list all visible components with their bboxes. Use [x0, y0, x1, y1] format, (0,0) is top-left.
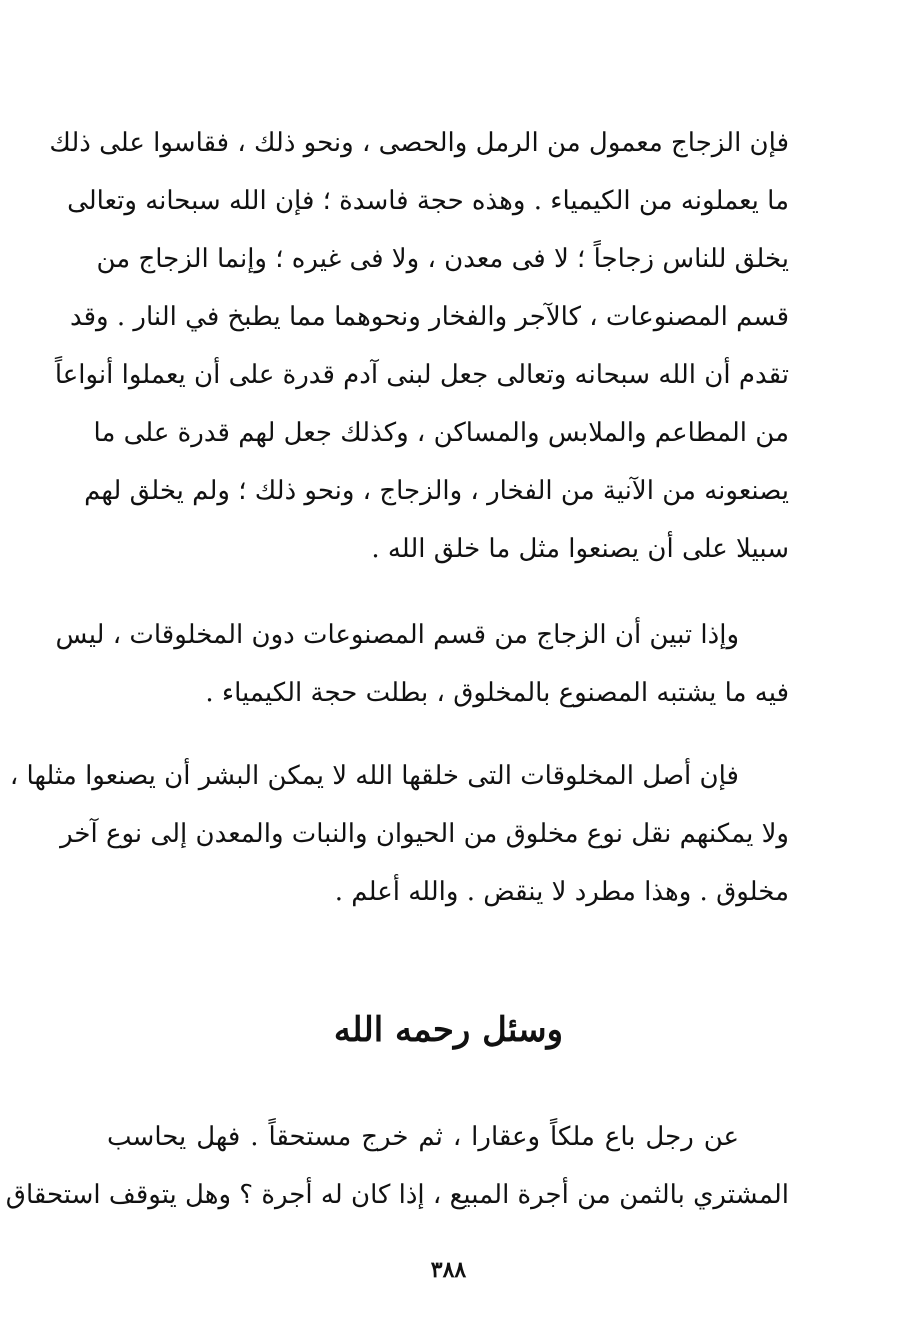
- section-heading: وسئل رحمه الله: [333, 1010, 564, 1050]
- text-line: وإذا تبين أن الزجاج من قسم المصنوعات دون المخلوقات ، ليس: [55, 620, 739, 650]
- text-line: يخلق للناس زجاجاً ؛ لا فى معدن ، ولا فى غيره ؛ وإنما الزجاج من: [96, 244, 789, 274]
- text-line: قسم المصنوعات ، كالآجر والفخار ونحوهما مما يطبخ في النار . وقد: [69, 302, 789, 332]
- text-line: فإن أصل المخلوقات التى خلقها الله لا يمكن البشر أن يصنعوا مثلها ،: [9, 761, 739, 791]
- paragraph-1: [49, 114, 789, 578]
- text-line: فيه ما يشتبه المصنوع بالمخلوق ، بطلت حجة الكيمياء .: [205, 678, 789, 708]
- text-line: ولا يمكنهم نقل نوع مخلوق من الحيوان والنبات والمعدن إلى نوع آخر: [60, 819, 789, 849]
- text-line: يصنعونه من الآنية من الفخار ، والزجاج ، ونحو ذلك ؛ ولم يخلق لهم: [84, 476, 789, 506]
- text-line: فإن الزجاج معمول من الرمل والحصى ، ونحو ذلك ، فقاسوا على ذلك: [49, 128, 789, 158]
- text-line: ما يعملونه من الكيمياء . وهذه حجة فاسدة ؛ فإن الله سبحانه وتعالى: [67, 186, 789, 216]
- paragraph-2: [55, 606, 789, 722]
- paragraph-4: [5, 1108, 789, 1224]
- text-line: مخلوق . وهذا مطرد لا ينقض . والله أعلم .: [334, 877, 789, 907]
- page-number: ٣٨٨: [430, 1257, 467, 1283]
- text-line: سبيلا على أن يصنعوا مثل ما خلق الله .: [371, 534, 789, 564]
- text-line: تقدم أن الله سبحانه وتعالى جعل لبنى آدم قدرة على أن يعملوا أنواعاً: [54, 360, 789, 390]
- text-line: المشتري بالثمن من أجرة المبيع ، إذا كان له أجرة ؟ وهل يتوقف استحقاق: [5, 1180, 789, 1210]
- paragraph-3: [9, 747, 789, 921]
- text-line: من المطاعم والملابس والمساكن ، وكذلك جعل لهم قدرة على ما: [93, 418, 789, 448]
- text-line: عن رجل باع ملكاً وعقارا ، ثم خرج مستحقاً . فهل يحاسب: [107, 1122, 739, 1152]
